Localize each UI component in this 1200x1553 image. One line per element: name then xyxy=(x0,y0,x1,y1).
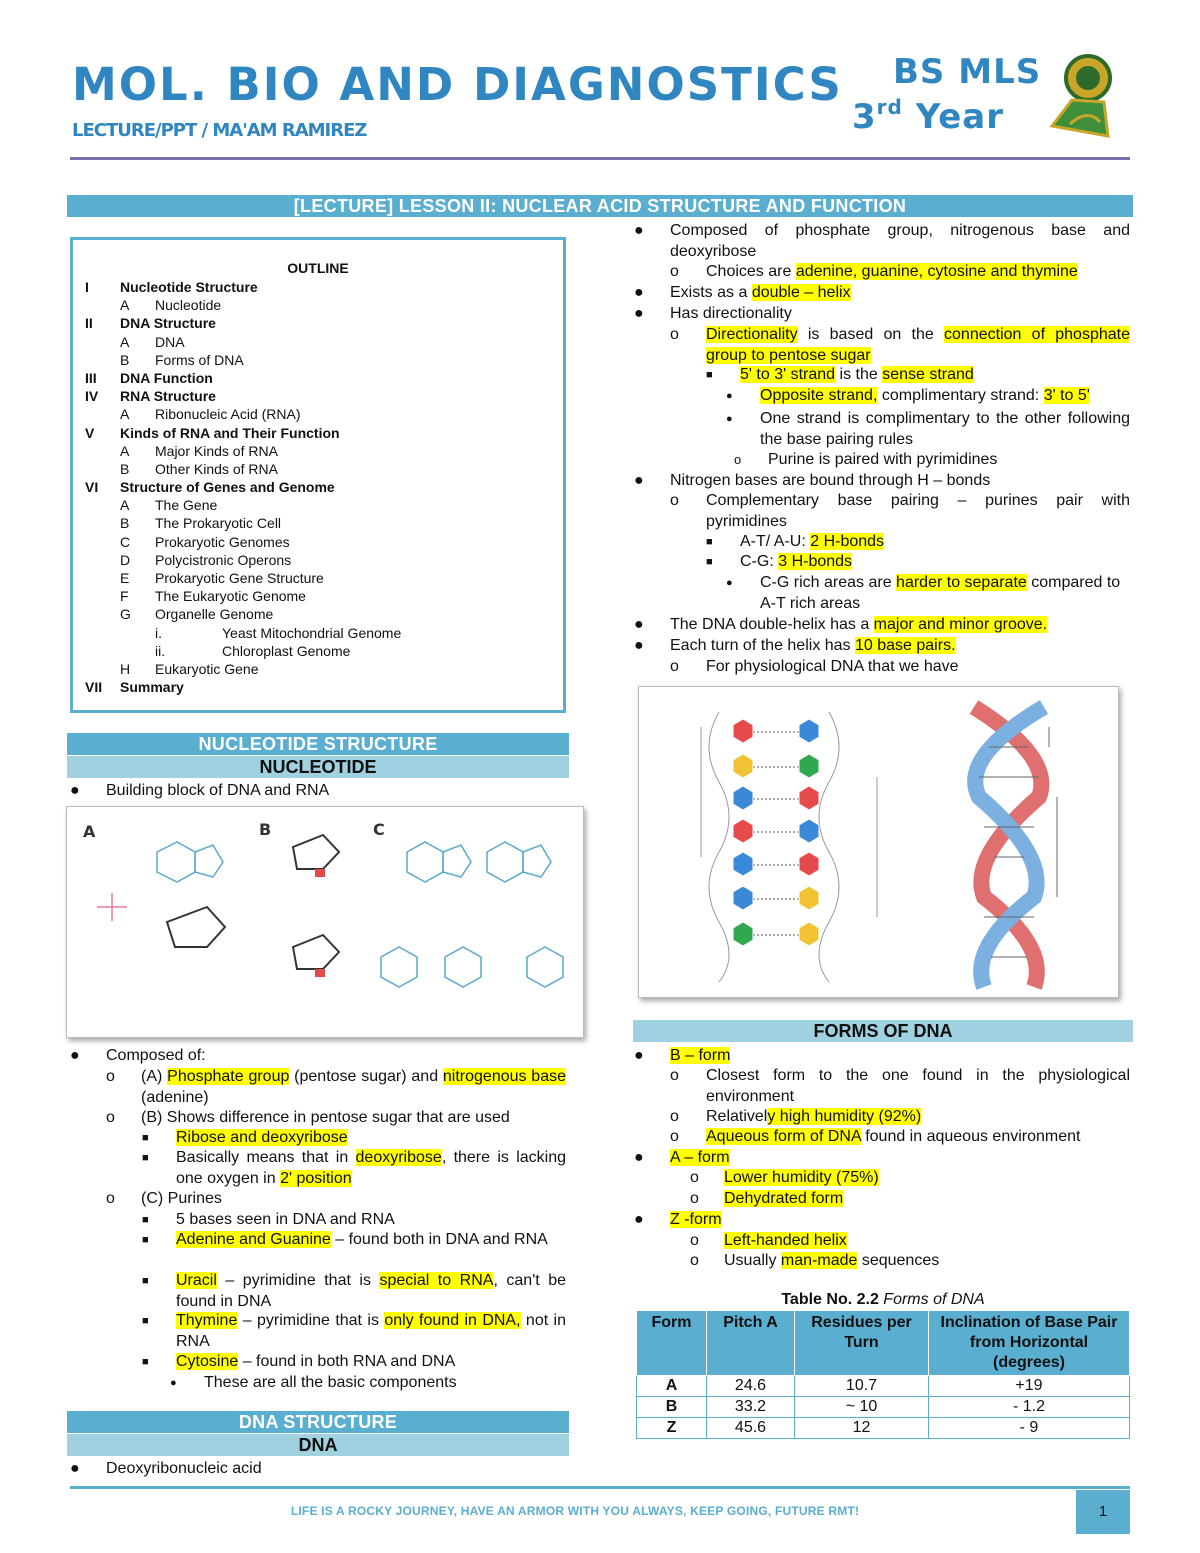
bullet-circle: o xyxy=(690,1190,699,1207)
outline-item xyxy=(85,587,551,605)
point-a: (A) Phosphate group (pentose sugar) and nitrogenous base (adenine) xyxy=(141,1068,567,1106)
outline-item xyxy=(85,278,551,296)
bullet-dot-small: ● xyxy=(170,1377,177,1389)
table-row xyxy=(637,1376,1130,1397)
outline-item xyxy=(85,496,551,514)
outline-item-label: The Gene xyxy=(155,497,218,514)
bullet-circle: o xyxy=(690,1252,699,1269)
bullet-circle: o xyxy=(670,1128,679,1145)
outline-item-number: B xyxy=(120,460,130,477)
bullet-dot: ● xyxy=(634,472,644,489)
outline-item xyxy=(85,660,551,678)
outline-item-number: E xyxy=(120,570,130,586)
header-inclination: Inclination of Base Pair from Horizontal (degrees) xyxy=(929,1311,1130,1376)
point-c: (C) Purines xyxy=(141,1190,222,1207)
nucleotide-figure xyxy=(66,806,584,1038)
nucleotide-structure-banner: NUCLEOTIDE STRUCTURE xyxy=(67,733,569,755)
point-c4: Thymine – pyrimidine that is only found in DNA, not in RNA xyxy=(176,1312,567,1350)
outline-item xyxy=(85,424,551,442)
outline-item xyxy=(85,314,551,332)
outline-item-number: A xyxy=(120,297,130,314)
bullet-circle: o xyxy=(106,1190,115,1207)
bullet-circle: o xyxy=(670,1067,679,1084)
outline-item-number: VII xyxy=(85,679,103,696)
cell-pitch: 24.6 xyxy=(707,1376,795,1397)
outline-item-label: DNA Function xyxy=(120,369,213,386)
outline-item-label: Nucleotide Structure xyxy=(120,279,258,295)
dna-sub-banner: DNA xyxy=(67,1434,569,1456)
bullet-dot: ● xyxy=(634,616,644,633)
b-form-humidity: Relatively high humidity (92%) xyxy=(706,1108,922,1125)
footer-rule xyxy=(70,1486,1130,1489)
r-complementary-pairing: Complementary base pairing – purines pair with pyrimidines xyxy=(706,492,1130,530)
outline-item xyxy=(85,369,551,387)
composed-of: Composed of: xyxy=(106,1047,206,1064)
b-form-aqueous: Aqueous form of DNA found in aqueous environment xyxy=(706,1128,1081,1145)
document-title: MOL. BIO AND DIAGNOSTICS xyxy=(72,58,843,111)
outline-item-number: IV xyxy=(85,388,99,405)
school-seal-icon xyxy=(1030,48,1122,148)
outline-box xyxy=(70,237,566,713)
outline-item-number: H xyxy=(120,660,131,677)
footer-motto: LIFE IS A ROCKY JOURNEY, HAVE AN ARMOR WITH YOU ALWAYS, KEEP GOING, FUTURE RMT! xyxy=(290,1504,860,1518)
bullet-dot: ● xyxy=(70,1047,80,1064)
bullet-square: ■ xyxy=(142,1275,149,1287)
a-form-dehydrated: Dehydrated form xyxy=(724,1190,844,1207)
b-form-closest: Closest form to the one found in the physiological environment xyxy=(706,1067,1130,1105)
outline-item-number: I xyxy=(85,279,89,295)
program-label: BS MLS xyxy=(893,52,1042,92)
r-physiological: For physiological DNA that we have xyxy=(706,658,959,675)
dna-helix-figure xyxy=(638,686,1119,998)
outline-item xyxy=(85,605,551,623)
bullet-square: ■ xyxy=(142,1214,149,1226)
outline-item-label: Ribonucleic Acid (RNA) xyxy=(155,406,301,423)
forms-of-dna-table xyxy=(636,1310,1130,1439)
outline-item xyxy=(85,405,551,423)
bullet-dot: ● xyxy=(70,1460,80,1477)
outline-item xyxy=(85,514,551,532)
cell-form: B xyxy=(637,1397,707,1418)
outline-item xyxy=(85,478,551,496)
bullet-dot: ● xyxy=(634,222,644,239)
r-cg-rich: C-G rich areas are harder to separate compared to A-T rich areas xyxy=(760,574,1121,612)
cell-pitch: 33.2 xyxy=(707,1397,795,1418)
outline-item-label: Structure of Genes and Genome xyxy=(120,479,335,496)
figure-label-c: C xyxy=(373,820,385,839)
r-complimentary: One strand is complimentary to the other following the base pairing rules xyxy=(760,410,1130,448)
outline-item xyxy=(85,551,551,569)
r-cg-bonds: C-G: 3 H-bonds xyxy=(740,553,853,570)
header-form: Form xyxy=(637,1311,707,1376)
z-form-heading: Z -form xyxy=(670,1211,722,1228)
b-form-heading: B – form xyxy=(670,1047,731,1064)
header-residues: Residues per Turn xyxy=(795,1311,929,1376)
bullet-dot: ● xyxy=(70,782,80,799)
bullet-square: ■ xyxy=(142,1315,149,1327)
bullet-square: ■ xyxy=(706,556,713,568)
bullet-circle: o xyxy=(670,1108,679,1125)
z-form-left-handed: Left-handed helix xyxy=(724,1232,847,1249)
outline-item-number: i. xyxy=(155,624,162,641)
outline-item-label: Prokaryotic Gene Structure xyxy=(155,570,324,586)
outline-item-number: D xyxy=(120,551,131,568)
dna-structure-banner: DNA STRUCTURE xyxy=(67,1411,569,1433)
outline-item-number: A xyxy=(120,333,130,350)
outline-item-label: Yeast Mitochondrial Genome xyxy=(222,624,402,641)
cell-residues: 12 xyxy=(795,1418,929,1439)
figure-label-b: B xyxy=(259,820,272,839)
point-b: (B) Shows difference in pentose sugar that are used xyxy=(141,1109,510,1126)
outline-item-label: The Eukaryotic Genome xyxy=(155,588,306,605)
bullet-circle: o xyxy=(670,658,679,675)
outline-item-number: VI xyxy=(85,479,99,496)
bullet-dot-small: ● xyxy=(726,577,733,589)
bullet-circle: o xyxy=(690,1169,699,1186)
outline-item-label: Kinds of RNA and Their Function xyxy=(120,424,340,441)
outline-item-label: RNA Structure xyxy=(120,388,216,405)
bullet-dot-small: ● xyxy=(726,413,733,425)
outline-item-label: Major Kinds of RNA xyxy=(155,442,278,459)
bullet-dot: ● xyxy=(634,1211,644,1228)
r-at-bonds: A-T/ A-U: 2 H-bonds xyxy=(740,533,885,550)
r-grooves: The DNA double-helix has a major and minor groove. xyxy=(670,616,1048,633)
outline-item xyxy=(85,569,551,587)
outline-item-number: A xyxy=(120,406,130,423)
outline-item-number: B xyxy=(120,351,130,368)
r-purine-pair: Purine is paired with pyrimidines xyxy=(768,451,998,468)
outline-list xyxy=(85,278,551,696)
figure-label-a: A xyxy=(83,822,96,841)
outline-item xyxy=(85,460,551,478)
table-caption: Table No. 2.2 Forms of DNA xyxy=(781,1291,985,1308)
r-directionality-basis: Directionality is based on the connection of phosphate group to pentose sugar xyxy=(706,326,1130,364)
cell-form: A xyxy=(637,1376,707,1397)
bullet-square: ■ xyxy=(142,1132,149,1144)
r-double-helix: Exists as a double – helix xyxy=(670,284,851,301)
point-b1: Ribose and deoxyribose xyxy=(176,1129,348,1146)
cell-inclination: - 9 xyxy=(929,1418,1130,1439)
cell-form: Z xyxy=(637,1418,707,1439)
bullet-square: ■ xyxy=(706,536,713,548)
outline-item xyxy=(85,333,551,351)
bullet-square: ■ xyxy=(142,1152,149,1164)
outline-item-label: Organelle Genome xyxy=(155,606,274,623)
outline-item-number: F xyxy=(120,588,129,605)
outline-item-number: B xyxy=(120,515,130,532)
bullet-dot: ● xyxy=(634,305,644,322)
point-b2: Basically means that in deoxyribose, there is lacking one oxygen in 2' position xyxy=(176,1149,567,1187)
cell-inclination: +19 xyxy=(929,1376,1130,1397)
bullet-circle: o xyxy=(734,452,742,467)
point-c5: Cytosine – found in both RNA and DNA xyxy=(176,1353,456,1370)
forms-of-dna-banner: FORMS OF DNA xyxy=(633,1020,1133,1042)
r-opposite-strand: Opposite strand, complimentary strand: 3' to 5' xyxy=(760,387,1090,404)
outline-item-number: II xyxy=(85,315,93,332)
point-c1: 5 bases seen in DNA and RNA xyxy=(176,1211,395,1228)
table-row xyxy=(637,1397,1130,1418)
outline-item xyxy=(85,678,551,696)
outline-item xyxy=(85,296,551,314)
year-label: 3rd Year xyxy=(852,95,1004,137)
outline-item-label: DNA xyxy=(155,333,185,350)
r-h-bonds: Nitrogen bases are bound through H – bonds xyxy=(670,472,991,489)
cell-pitch: 45.6 xyxy=(707,1418,795,1439)
a-form-humidity: Lower humidity (75%) xyxy=(724,1169,879,1186)
outline-item-number: A xyxy=(120,497,130,514)
bullet-square: ■ xyxy=(706,369,713,381)
outline-item-number: C xyxy=(120,533,131,550)
outline-item-number: III xyxy=(85,369,97,386)
outline-item-label: Nucleotide xyxy=(155,297,222,314)
bullet-dot: ● xyxy=(634,284,644,301)
outline-item-number: ii. xyxy=(155,642,166,659)
r-composed: Composed of phosphate group, nitrogenous base and deoxyribose xyxy=(670,222,1130,260)
bullet-square: ■ xyxy=(142,1356,149,1368)
outline-item-number: A xyxy=(120,442,130,459)
outline-item xyxy=(85,642,551,660)
dna-definition: Deoxyribonucleic acid xyxy=(106,1460,262,1477)
bullet-circle: o xyxy=(670,263,679,280)
z-form-man-made: Usually man-made sequences xyxy=(724,1252,940,1269)
document-subtitle: LECTURE/PPT / MA'AM RAMIREZ xyxy=(72,120,367,141)
outline-item xyxy=(85,387,551,405)
a-form-heading: A – form xyxy=(670,1149,730,1166)
bullet-dot: ● xyxy=(634,637,644,654)
lesson-banner: [LECTURE] LESSON II: NUCLEAR ACID STRUCTURE AND FUNCTION xyxy=(67,195,1133,217)
outline-item-label: Chloroplast Genome xyxy=(222,642,351,659)
outline-item-label: Forms of DNA xyxy=(155,351,244,368)
outline-item xyxy=(85,533,551,551)
outline-item-label: Summary xyxy=(120,679,184,696)
bullet-circle: o xyxy=(690,1232,699,1249)
bullet-building-block: Building block of DNA and RNA xyxy=(106,782,330,799)
r-directionality: Has directionality xyxy=(670,305,792,322)
outline-item-label: The Prokaryotic Cell xyxy=(155,515,282,532)
bullet-dot: ● xyxy=(634,1149,644,1166)
cell-residues: ~ 10 xyxy=(795,1397,929,1418)
r-base-pairs: Each turn of the helix has 10 base pairs. xyxy=(670,637,956,654)
outline-item-label: Prokaryotic Genomes xyxy=(155,533,290,550)
outline-item xyxy=(85,442,551,460)
nucleotide-sub-banner: NUCLEOTIDE xyxy=(67,756,569,778)
table-header-row xyxy=(637,1311,1130,1376)
r-sense-strand: 5' to 3' strand is the sense strand xyxy=(740,366,974,383)
bullet-circle: o xyxy=(106,1068,115,1085)
cell-inclination: - 1.2 xyxy=(929,1397,1130,1418)
bullet-dot-small: ● xyxy=(726,390,733,402)
outline-item-label: Other Kinds of RNA xyxy=(155,460,278,477)
outline-item xyxy=(85,351,551,369)
point-c6: These are all the basic components xyxy=(204,1374,457,1391)
cell-residues: 10.7 xyxy=(795,1376,929,1397)
table-row xyxy=(637,1418,1130,1439)
outline-title: OUTLINE xyxy=(287,260,349,276)
outline-item-number: V xyxy=(85,424,95,441)
r-choices: Choices are adenine, guanine, cytosine and thymine xyxy=(706,263,1078,280)
bullet-circle: o xyxy=(670,326,679,343)
bullet-circle: o xyxy=(106,1109,115,1126)
bullet-circle: o xyxy=(670,492,679,509)
bullet-dot: ● xyxy=(634,1047,644,1064)
page-number: 1 xyxy=(1076,1490,1130,1534)
bullet-square: ■ xyxy=(142,1234,149,1246)
point-c2: Adenine and Guanine – found both in DNA and RNA xyxy=(176,1231,548,1248)
outline-item-label: DNA Structure xyxy=(120,315,216,332)
outline-item-label: Eukaryotic Gene xyxy=(155,660,259,677)
header-rule xyxy=(70,157,1130,160)
outline-item-label: Polycistronic Operons xyxy=(155,551,292,568)
outline-item-number: G xyxy=(120,606,131,623)
point-c3: Uracil – pyrimidine that is special to RNA, can't be found in DNA xyxy=(176,1272,566,1310)
outline-item xyxy=(85,624,551,642)
header-pitch: Pitch A xyxy=(707,1311,795,1376)
